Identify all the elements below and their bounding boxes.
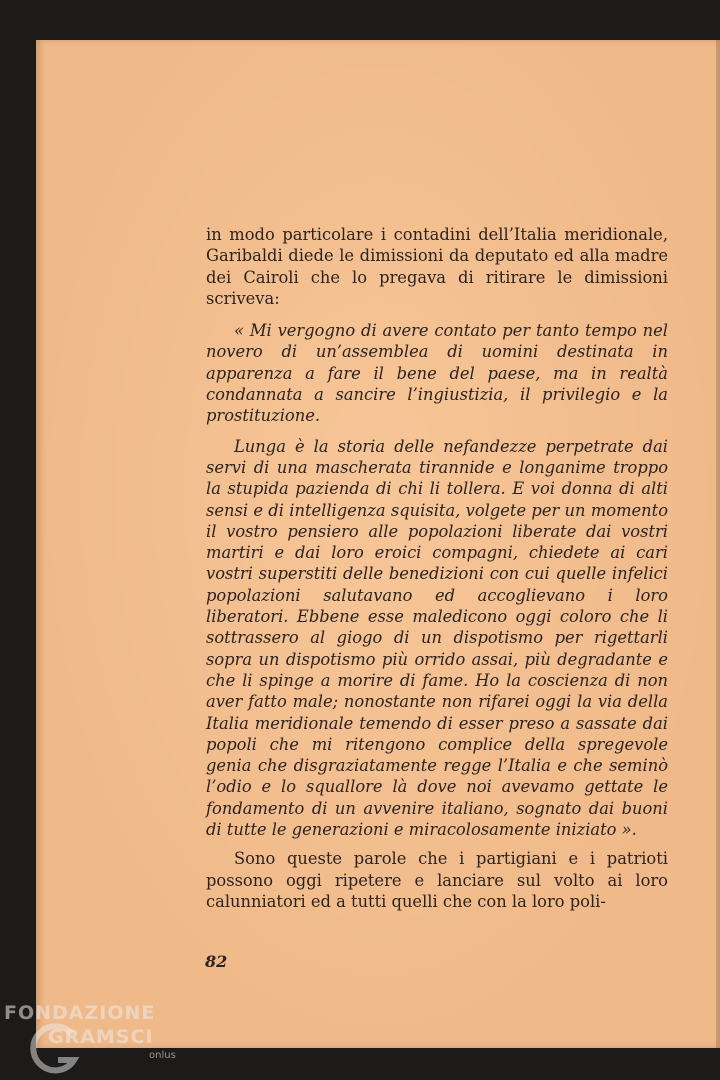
- page-number: 82: [205, 952, 228, 971]
- page-text: [206, 224, 668, 912]
- watermark-onlus: onlus: [149, 1050, 176, 1061]
- opening-paragraph: in modo particolare i contadini dell’Italia meridionale, Garibaldi diede le dimissioni da deputato ed alla madre dei Cairoli che lo pregava di ritirare le dimissioni scriveva:: [206, 225, 668, 308]
- fondazione-gramsci-watermark: [4, 1000, 204, 1080]
- closing-paragraph: Sono queste parole che i partigiani e i patrioti possono oggi ripetere e lanciare sul volto ai loro calunniatori ed a tutti quelli che con la loro poli-: [206, 849, 668, 911]
- book-page: [36, 40, 720, 1048]
- quote-paragraph-2: Lunga è la storia delle nefandezze perpetrate dai servi di una mascherata tirannide e longanime troppo la stupida pazienda di chi li tollera. E voi donna di alti sensi e di intelligenza squisita, volgete per un momento il vostro pensiero alle popolazioni liberate dai vostri martiri e dai loro eroici compagni, chiedete ai cari vostri superstiti delle benedizioni con cui quelle infelici popolazioni salutavano ed accoglievano i loro liberatori. Ebbene esse maledicono oggi coloro che li sottrassero al giogo di un dispotismo per rigettarli sopra un dispotismo più orrido assai, più degradante e che li spinge a morire di fame. Ho la coscienza di non aver fatto male; nonostante non rifarei oggi la via della Italia meridionale temendo di esser preso a sassate dai popoli che mi ritengono complice della spregevole genia che disgraziatamente regge l’Italia e che seminò l’odio e lo squallore là dove noi avevamo gettate le fondamento di un avvenire italiano, sognato dai buoni di tutte le generazioni e miracolosamente iniziato ».: [206, 436, 668, 840]
- watermark-line-1: FONDAZIONE: [4, 1002, 156, 1024]
- watermark-line-2: GRAMSCI: [48, 1026, 154, 1048]
- quote-paragraph-1: « Mi vergogno di avere contato per tanto tempo nel novero di un’assemblea di uomini destinata in apparenza a fare il bene del paese, ma in realtà condannata a sancire l’ingiustizia, il privilegio e la prostituzione.: [206, 321, 668, 426]
